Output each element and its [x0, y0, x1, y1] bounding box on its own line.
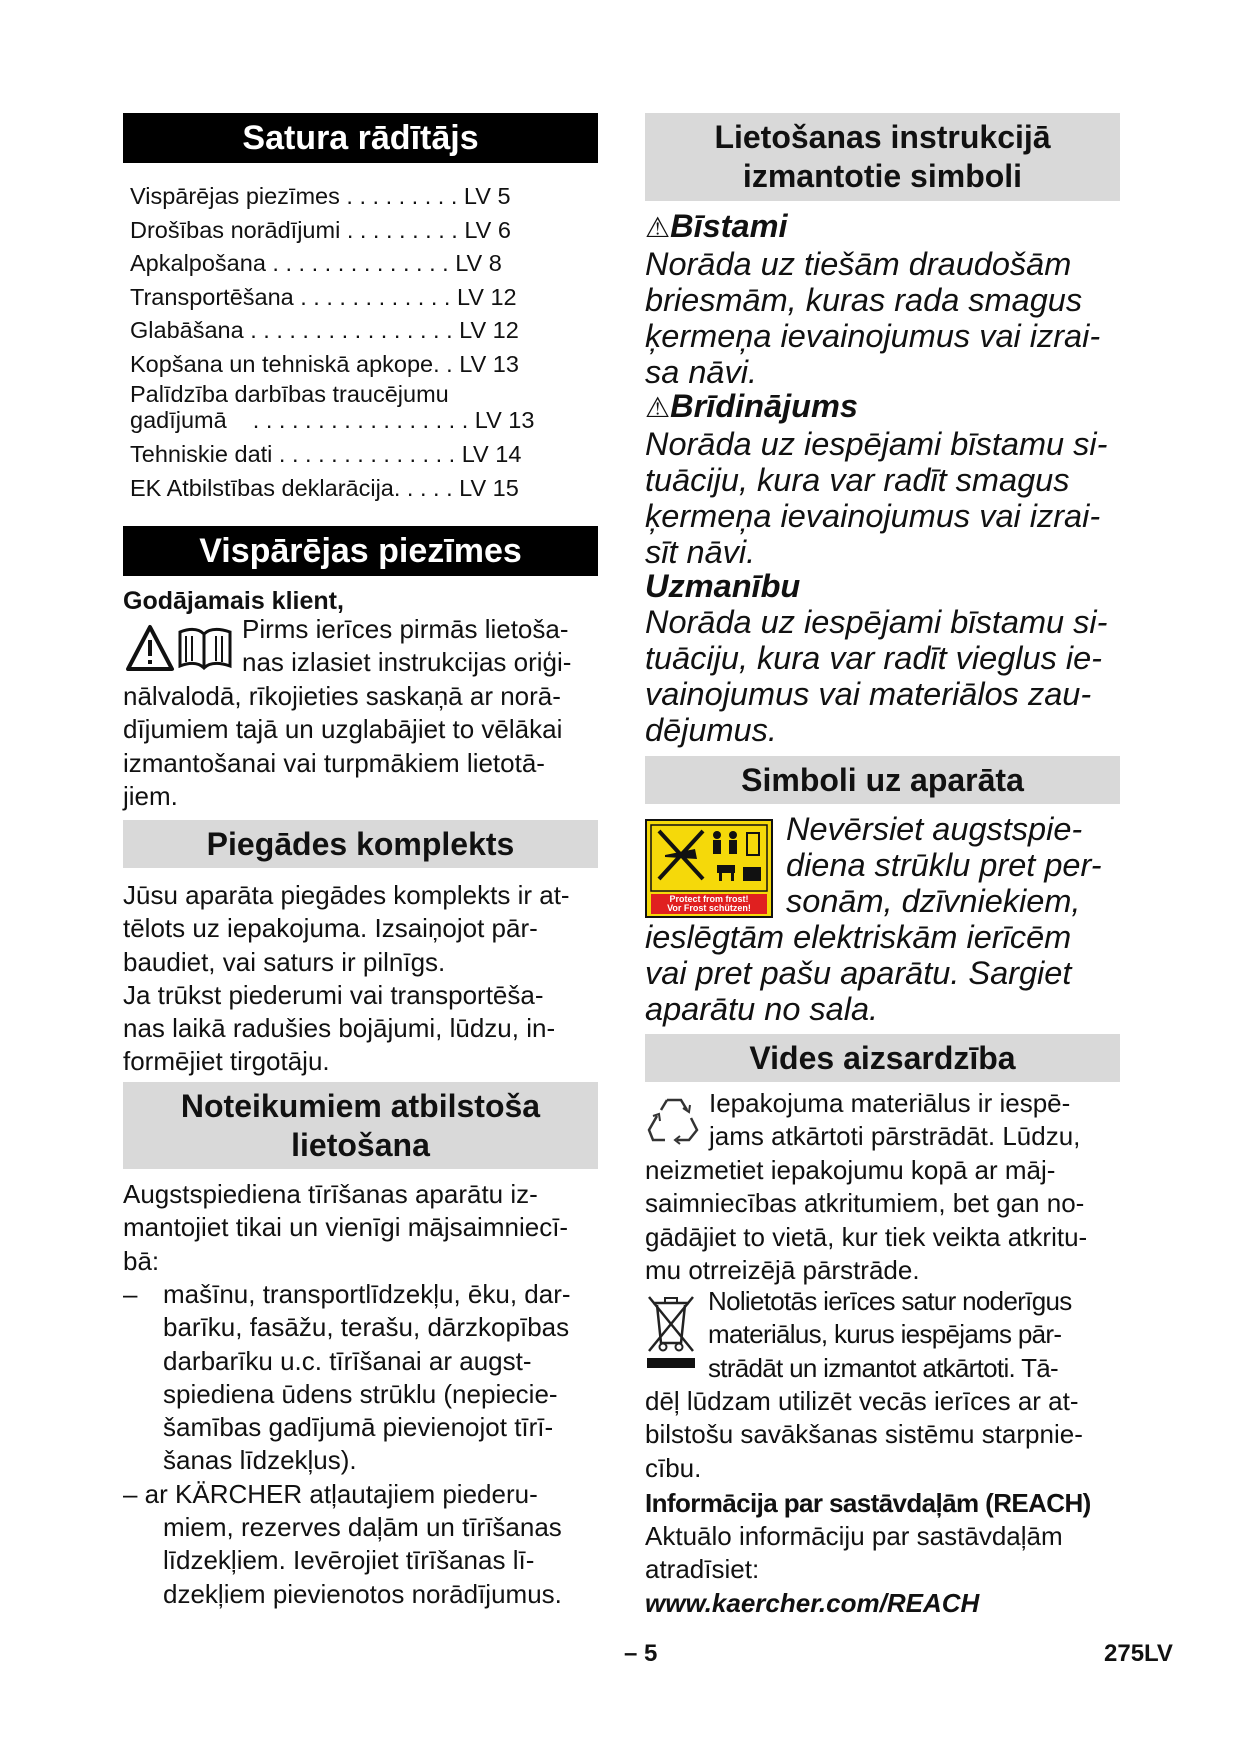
warning-triangle-icon: ⚠	[645, 212, 671, 243]
toc-entry[interactable]: EK Atbilstības deklarācija. . . . . LV 15	[130, 474, 519, 501]
recycling-icon	[647, 1094, 701, 1146]
intended-use-bullet-2: miem, rezerves daļām un tīrīšanas līdzekļiem. Ievērojiet tīrīšanas lī- dzekļiem pievienotos norādījumus.	[163, 1512, 562, 1609]
toc-entry-line: Palīdzība darbības traucējumu	[130, 381, 449, 407]
toc-entry[interactable]	[130, 381, 600, 438]
symbols-heading: Lietošanas instrukcijā izmantotie simboli	[645, 113, 1120, 201]
toc-heading: Satura rādītājs	[123, 113, 598, 163]
device-symbols-text: ieslēgtām elektriskām ierīcēm vai pret pašu aparātu. Sargiet aparātu no sala.	[645, 919, 1072, 1027]
warning-label: ⚠Brīdinājums	[645, 388, 858, 424]
scope-of-delivery-heading: Piegādes komplekts	[123, 820, 598, 868]
toc-entry[interactable]: Apkalpošana . . . . . . . . . . . . . . LV 8	[130, 250, 502, 276]
general-notes-heading: Vispārējas piezīmes	[123, 526, 598, 576]
toc-entry[interactable]: Drošības norādījumi . . . . . . . . . LV 6	[130, 216, 511, 243]
table-of-contents	[130, 180, 600, 505]
general-notes-text: nālvalodā, rīkojieties saskaņā ar norā- dījumiem tajā un uzglabājiet to vēlākai izmantošanai vai turpmākiem lietotā- jiem.	[123, 681, 563, 811]
greeting: Godājamais klient,	[123, 587, 344, 615]
toc-entry-line: gadījumā . . . . . . . . . . . . . . . . . LV 13	[130, 407, 535, 433]
weee-text: dēļ lūdzam utilizēt vecās ierīces ar at- bilstošu savākšanas sistēmu starpnie- cību.	[645, 1386, 1083, 1483]
toc-entry[interactable]: Transportēšana . . . . . . . . . . . . LV 12	[130, 283, 517, 310]
device-warning-sticker-icon	[645, 819, 773, 918]
intended-use-bullet-2-first: – ar KÄRCHER atļautajiem piederu-	[123, 1479, 538, 1509]
reach-text: Aktuālo informāciju par sastāvdaļām atradīsiet:	[645, 1521, 1063, 1585]
intended-use-bullet-1: mašīnu, transportlīdzekļu, ēku, dar- barīku, fasāžu, terašu, dārzkopības darbarīku u.c. tīrīšanai ar augst- spiediena ūdens strūklu (nepiecie- šamības gadījumā pievienojot tīrī- šanas līdzekļus).	[163, 1279, 571, 1476]
reach-url-link[interactable]: www.kaercher.com/REACH	[645, 1588, 980, 1618]
toc-entry[interactable]: Glabāšana . . . . . . . . . . . . . . . . LV 12	[130, 317, 519, 343]
warning-triangle-icon: ⚠	[645, 392, 671, 423]
read-manual-icon	[126, 624, 233, 674]
intended-use-bullet-dash: –	[123, 1279, 138, 1309]
page-number: – 5	[624, 1640, 658, 1667]
intended-use-text: Augstspiediena tīrīšanas aparātu iz- mantojiet tikai un vienīgi mājsaimniecī- bā:	[123, 1179, 569, 1276]
weee-text-intro: Nolietotās ierīces satur noderīgus materiālus, kurus iespējams pār- strādāt un izmantot atkārtoti. Tā-	[708, 1286, 1072, 1383]
environment-heading: Vides aizsardzība	[645, 1034, 1120, 1082]
toc-entry[interactable]: Vispārējas piezīmes . . . . . . . . . LV 5	[130, 183, 511, 209]
danger-label: ⚠Bīstami	[645, 208, 788, 244]
environment-text: neizmetiet iepakojumu kopā ar māj- saimniecības atkritumiem, bet gan no- gādājiet to vietā, kur tiek veikta atkritu- mu otrreizējā pārstrāde.	[645, 1155, 1088, 1285]
scope-of-delivery-text: Jūsu aparāta piegādes komplekts ir at- tēlots uz iepakojuma. Izsaiņojot pār- baudiet, vai saturs ir pilnīgs. Ja trūkst piederumi vai transportēša- nas laikā radušies bojājumi, lūdzu, in- formējiet tirgotāju.	[123, 880, 570, 1077]
caution-label: Uzmanību	[645, 568, 801, 604]
device-symbols-text-intro: Nevērsiet augstspie- diena strūklu pret per- sonām, dzīvniekiem,	[786, 811, 1102, 919]
document-code: 275LV	[1104, 1640, 1173, 1667]
sticker-text: Protect from frost! Vor Frost schützen!	[667, 894, 751, 913]
toc-entry[interactable]: Kopšana un tehniskā apkope. . LV 13	[130, 350, 519, 377]
caution-block: Uzmanību Norāda uz iespējami bīstamu si- tuāciju, kura var radīt vieglus ie- vainojumus vai materiālos zau- dējumus.	[645, 568, 1108, 748]
intended-use-heading: Noteikumiem atbilstoša lietošana	[123, 1082, 598, 1169]
reach-heading: Informācija par sastāvdaļām (REACH)	[645, 1488, 1091, 1518]
environment-text-intro: Iepakojuma materiālus ir iespē- jams atkārtoti pārstrādāt. Lūdzu,	[709, 1088, 1081, 1152]
general-notes-text-intro: Pirms ierīces pirmās lietoša- nas izlasiet instrukcijas oriģi-	[242, 614, 572, 678]
warning-block: ⚠Brīdinājums Norāda uz iespējami bīstamu si- tuāciju, kura var radīt smagus ķermeņa ievainojumus vai izrai- sīt nāvi.	[645, 388, 1108, 570]
danger-block: ⚠Bīstami Norāda uz tiešām draudošām briesmām, kuras rada smagus ķermeņa ievainojumus vai izrai- sa nāvi.	[645, 208, 1101, 390]
crossed-out-bin-icon	[645, 1293, 697, 1369]
device-symbols-heading: Simboli uz aparāta	[645, 756, 1120, 804]
toc-entry[interactable]: Tehniskie dati . . . . . . . . . . . . . . LV 14	[130, 441, 522, 467]
